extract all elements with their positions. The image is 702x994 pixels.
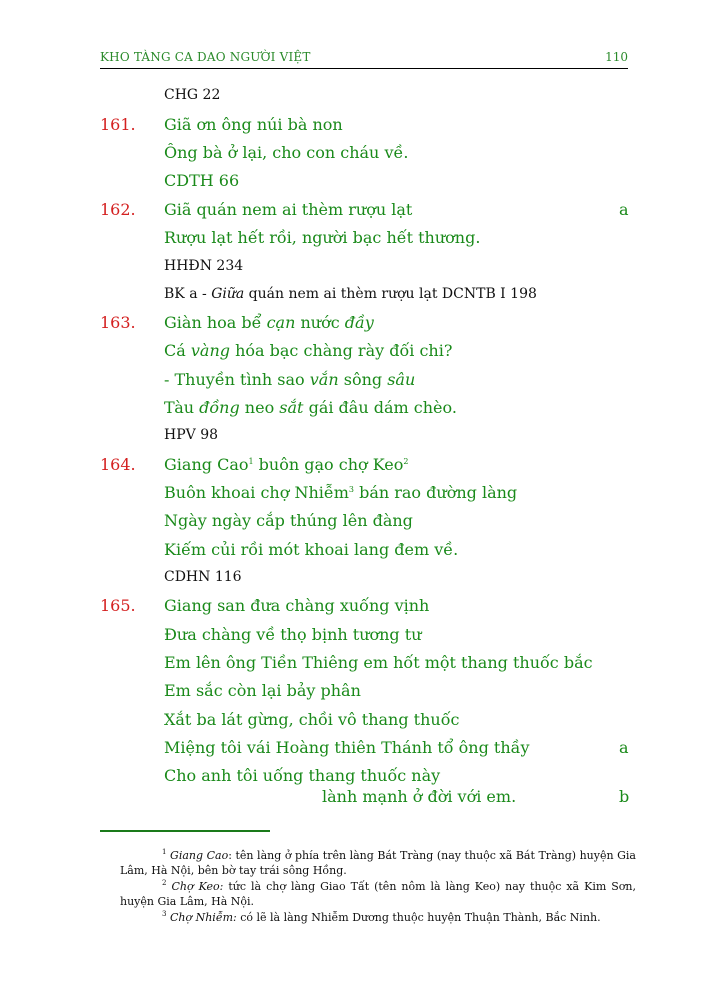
variant-note: BK a - Giữa quán nem ai thèm rượu lạt DCNTB I 198 [164,286,537,302]
variant-mark: b [619,787,630,806]
verse-line: Giang Cao$^1$ buôn gạo chợ Keo$^2$ [164,455,409,474]
footnote-ref: 1 [248,457,254,466]
verse-line: Rượu lạt hết rồi, người bạc hết thương. [164,228,481,247]
footnote: $^3$ Chợ Nhiễm: có lẽ là làng Nhiễm Dương thuộc huyện Thuận Thành, Bắc Ninh. [162,910,601,924]
verse-line: Tàu đồng neo sắt gái đâu dám chèo. [164,398,457,417]
verse-line: Miệng tôi vái Hoàng thiên Thánh tổ ông thầy [164,738,530,757]
verse-line: Giang san đưa chàng xuống vịnh [164,596,430,615]
verse-line: Kiếm củi rồi mót khoai lang đem về. [164,540,459,559]
source-ref: HPV 98 [164,427,219,443]
verse-line: Xắt ba lát gừng, chồi vô thang thuốc [164,710,460,729]
verse-number: 164. [100,455,136,474]
source-ref: HHĐN 234 [164,258,244,274]
verse-line: Em sắc còn lại bảy phân [164,681,361,700]
footnote: $^1$ Giang Cao: tên làng ở phía trên làng Bát Tràng (nay thuộc xã Bát Tràng) huyện Gia Lâm, Hà Nội, bên bờ tay trái sông Hồng. [120,848,636,877]
footnote-ref: 3 [348,485,354,494]
source-ref: CDTH 66 [164,171,240,190]
verse-line: Em lên ông Tiền Thiêng em hốt một thang thuốc bắc [164,653,593,672]
footnote-ref: 2 [403,457,409,466]
verse-number: 165. [100,596,136,615]
footnote-divider [100,830,270,832]
verse-line: Cho anh tôi uống thang thuốc này [164,766,441,785]
verse-line: Ông bà ở lại, cho con cháu về. [164,143,409,162]
verse-line: Cá vàng hóa bạc chàng rày đối chi? [164,341,453,360]
page-header [100,48,628,69]
verse-line: Đưa chàng về thọ bịnh tương tư [164,625,422,644]
verse-line: - Thuyền tình sao vắn sông sâu [164,370,416,389]
verse-line: Giã quán nem ai thèm rượu lạt [164,200,413,219]
variant-mark: a [619,738,629,757]
source-ref: CHG 22 [164,87,221,103]
verse-number: 163. [100,313,136,332]
source-ref: CDHN 116 [164,569,242,585]
verse-line: Ngày ngày cắp thúng lên đàng [164,511,413,530]
book-title: KHO TÀNG CA DAO NGƯỜI VIỆT [100,50,311,64]
verse-number: 162. [100,200,136,219]
verse-line: Buôn khoai chợ Nhiễm$^3$ bán rao đường làng [164,483,518,502]
page-number: 110 [605,50,628,64]
verse-line: lành mạnh ở đời với em. [322,787,517,806]
verse-line: Giã ơn ông núi bà non [164,115,343,134]
variant-mark: a [619,200,629,219]
verse-number: 161. [100,115,136,134]
verse-line: Giàn hoa bể cạn nước đầy [164,313,374,332]
footnote: $^2$ Chợ Keo: tức là chợ làng Giao Tất (tên nôm là làng Keo) nay thuộc xã Kim Sơn, huyện Gia Lâm, Hà Nội. [120,879,636,908]
